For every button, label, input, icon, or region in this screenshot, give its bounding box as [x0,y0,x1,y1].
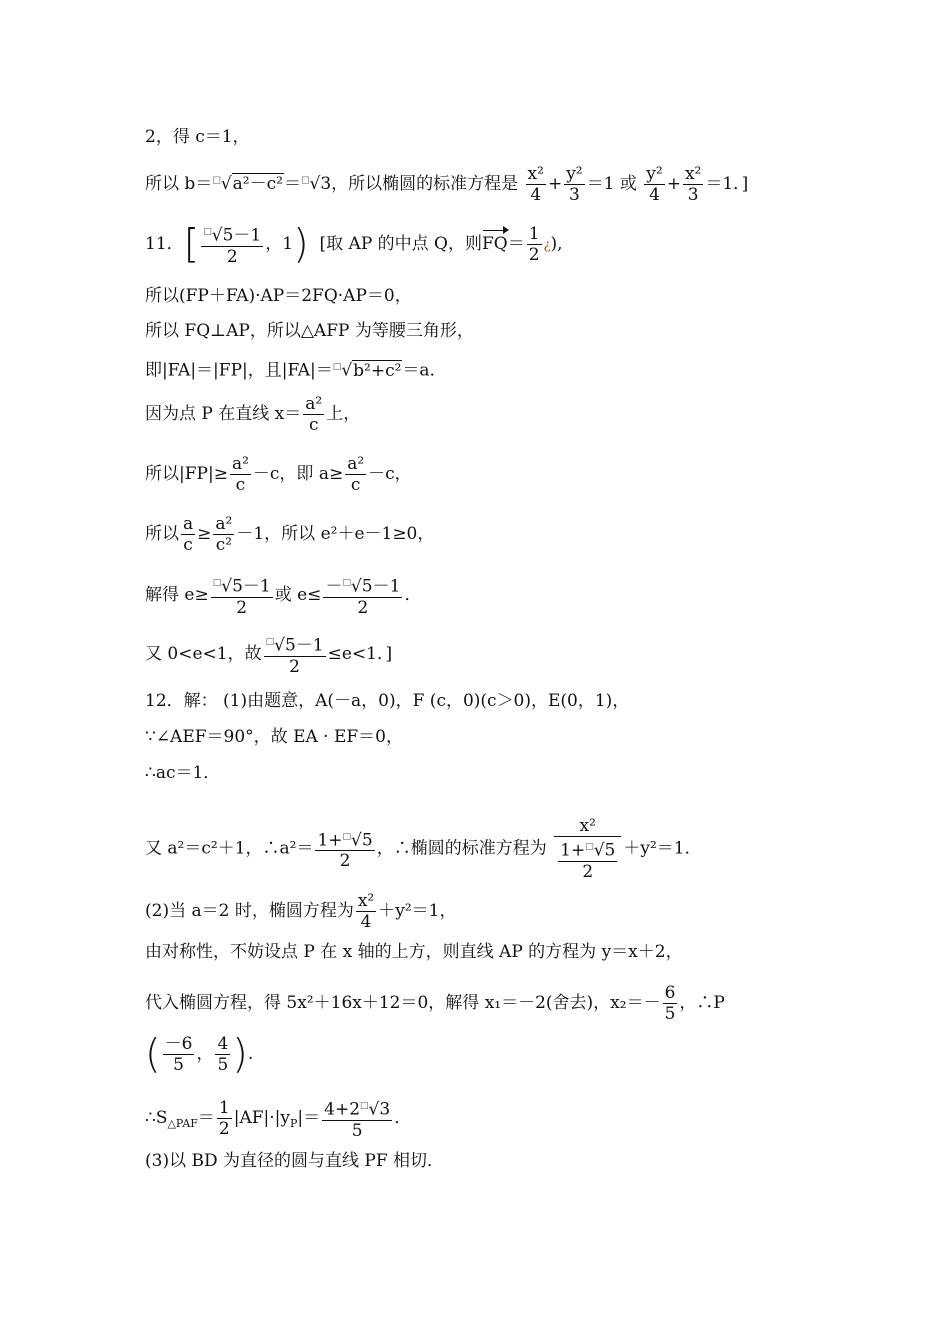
box-mark: □ [585,842,594,852]
fraction [315,827,374,872]
fraction [644,164,664,205]
right-paren: ) [232,1031,248,1078]
line-3 [145,222,563,267]
fraction [303,394,324,435]
numerator: a [183,514,194,534]
text: 5－1 [361,576,401,597]
denominator: c [350,475,361,495]
left-paren: ( [145,1031,161,1078]
text: ), [550,233,563,254]
text: (3)以 BD 为直径的圆与直线 PF 相切． [145,1151,445,1171]
text: 5 [361,830,373,851]
numerator: －□√5－1 [323,573,402,598]
fraction [345,454,366,495]
denominator: 3 [569,185,580,205]
denominator: 5 [351,1120,363,1141]
numerator: 4 [217,1034,229,1054]
numerator: a² [231,454,249,474]
subscript: △PAF [167,1117,198,1131]
text: |＝ [297,1107,321,1128]
left-bracket: [ [183,221,200,268]
text: 所以 FQ⊥AP，所以△AFP 为等腰三角形， [145,321,474,341]
text: ，∴P [679,993,725,1013]
text: ≤e<1．] [327,643,393,664]
text: ＋y²＝1， [378,901,457,921]
text: (2)当 a＝2 时，椭圆方程为 [145,901,354,921]
numerator: 1+□√5 [315,827,374,852]
text: ≥ [197,524,212,544]
denominator: 5 [664,1004,676,1024]
numerator: 6 [664,983,676,1003]
denominator [554,837,621,882]
numerator: a² [215,514,233,534]
fraction [356,891,376,932]
text: 解得 e≥ [145,584,209,605]
text: ＝ [507,233,525,254]
line-6: 即|FA|＝|FP|，且|FA|＝□√b²+c²＝a． [145,360,447,381]
text: －c，即 a≥ [252,464,344,484]
line-20 [145,1096,411,1141]
line-14 [145,762,220,784]
denominator: 2 [218,1118,230,1139]
fraction [663,983,678,1024]
fraction [564,164,584,205]
box-mark: □ [332,362,342,372]
line-1 [145,126,250,148]
fraction [322,1096,392,1141]
numerator: x² [357,891,375,911]
text: ，1 [265,233,294,254]
numerator: －6 [164,1034,193,1054]
numerator: x² [684,164,702,184]
denominator: c [183,535,193,555]
numerator: 4+2□√3 [322,1096,392,1121]
text: 1+ [560,840,586,861]
denominator: 2 [357,597,369,618]
text: ∴S [145,1107,168,1128]
box-mark: □ [342,578,351,588]
line-5 [145,320,474,342]
line-16 [145,891,457,932]
text: [取 AP 的中点 Q，则 [319,233,482,254]
text: 2，得 c＝1， [145,127,250,147]
subscript: P [290,1117,298,1131]
line-12 [145,690,629,712]
text: 所以 [145,524,179,544]
fraction [323,573,402,618]
denominator: 2 [528,244,540,265]
line-2: 所以 b＝□√a²－c²＝□√3，所以椭圆的标准方程是 $\frac{\text{x²}}{4}$ + $\frac{\text{y²}}{3}$ ＝1 或 $\frac{\text{y²}}{4}$ + $\frac{\text{x²}}{3}$ ＝1．] [145,164,749,205]
line-19: ( $\frac{-6}{5}$ ， $\frac{4}{5}$ ). [145,1031,254,1078]
text: ＋y²＝1． [623,838,702,859]
text: 3，所以椭圆的标准方程是 [320,174,519,194]
compound-fraction [554,816,621,882]
numerator: □√5－1 [211,573,273,598]
text: 4+2 [324,1099,361,1120]
text: 上， [326,404,361,424]
denominator: c² [215,535,233,555]
denominator: 5 [217,1055,229,1075]
text: 所以 b＝ [145,174,213,194]
sqrt-content: a²－c² [232,174,283,194]
numerator: 1+□√5 [558,837,617,862]
line-17 [145,941,683,963]
text: 又 0<e<1，故 [145,643,262,664]
right-paren: ) [293,221,309,268]
text: 又 a²＝c²＋1，∴a²＝ [145,838,314,859]
numerator: □√5－1 [201,222,263,247]
text: －c， [368,464,412,484]
line-13 [145,726,403,748]
numerator: x² [527,164,544,184]
text: 5 [604,840,616,861]
box-mark: □ [212,578,222,588]
text: ． [394,1107,412,1128]
text: 代入椭圆方程，得 5x²＋16x＋12＝0，解得 x₁＝－2(舍去)，x₂＝－ [145,993,661,1013]
numerator: y² [646,164,663,184]
numerator: x² [554,816,621,837]
fraction [527,224,542,265]
text: －1，所以 e²＋e－1≥0， [236,524,435,544]
text: ， [196,1044,214,1064]
box-mark: □ [203,227,212,237]
line-11 [145,632,392,677]
text: ＝ [283,174,301,194]
text: － [325,576,343,597]
text: 或 e≤ [274,584,322,605]
text: ＝1．] [705,174,749,194]
numerator: a² [305,394,323,414]
box-mark: □ [360,1101,369,1111]
text: 5－1 [284,635,324,656]
fraction [558,837,617,882]
fraction [181,514,195,555]
text: 因为点 P 在直线 x＝ [145,404,302,424]
text: 3 [379,1099,391,1120]
line-8 [145,454,412,495]
vector: FQ [482,233,508,254]
line-10 [145,573,421,618]
broken-glyph: ¿ [543,237,551,253]
text: ＝a． [402,360,447,381]
line-7 [145,394,360,435]
text: 5－1 [232,576,271,597]
line-15 [145,816,702,882]
denominator: c [235,475,246,495]
denominator: c [308,415,319,435]
numerator: □√5－1 [264,632,326,657]
text: ＝1 或 [586,174,637,194]
denominator: 2 [289,656,300,677]
fraction [163,1034,195,1075]
denominator: 4 [360,912,372,932]
text: ＝ [197,1107,215,1128]
numerator: 1 [528,223,540,244]
text: 12．解： (1)由题意，A(－a，0)，F (c，0)(c＞0)，E(0，1)， [145,691,630,711]
box-mark: □ [212,175,221,186]
text: 所以|FP|≥ [145,464,228,484]
text: 5－1 [222,225,262,246]
text: ，∴椭圆的标准方程为 [376,838,547,859]
fraction [230,454,251,495]
numerator: y² [566,164,583,184]
fraction [217,1098,232,1139]
denominator: 2 [339,851,351,872]
fraction [215,1034,230,1075]
numerator: a² [347,454,365,474]
problem-number: 11． [145,233,184,254]
text: 即|FA|＝|FP|，且|FA|＝ [145,360,333,381]
box-mark: □ [265,637,275,647]
denominator: 5 [173,1055,184,1075]
fraction [211,573,273,618]
sqrt-content: b²+c² [353,360,402,381]
fraction [201,222,263,267]
box-mark: □ [300,175,310,186]
text: 由对称性，不妨设点 P 在 x 轴的上方，则直线 AP 的方程为 y＝x＋2， [145,942,683,962]
text: 1+ [317,830,343,851]
text: ． [404,584,422,605]
line-9 [145,514,434,555]
line-21 [145,1150,444,1172]
denominator: 2 [236,597,248,618]
denominator: 2 [582,861,594,882]
text: |AF|·|y [233,1107,290,1128]
denominator: 2 [226,246,238,267]
text: 所以(FP＋FA)·AP＝2FQ·AP＝0， [145,286,412,306]
text: ∵∠AEF＝90°，故 EA · EF＝0， [145,727,403,747]
box-mark: □ [342,831,352,842]
fraction [683,164,703,205]
fraction [213,514,234,555]
numerator: 1 [218,1097,230,1118]
fraction [264,632,326,677]
text: ∴ac＝1． [145,763,221,783]
denominator: 4 [530,185,542,205]
line-18 [145,983,725,1024]
line-4 [145,285,412,307]
denominator: 3 [687,185,699,205]
denominator: 4 [649,185,660,205]
fraction [526,164,546,205]
